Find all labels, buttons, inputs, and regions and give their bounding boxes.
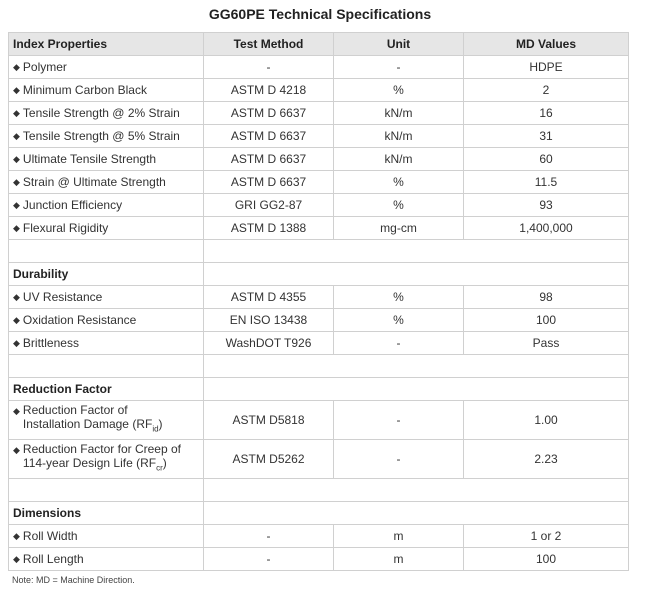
property-cell (9, 56, 204, 79)
unit-cell: % (334, 286, 464, 309)
property-cell (9, 102, 204, 125)
value-cell: 1.00 (464, 401, 629, 440)
property-cell (9, 148, 204, 171)
property-label: Junction Efficiency (22, 198, 123, 212)
bullet-icon: ◆ (13, 531, 20, 541)
unit-cell: - (334, 332, 464, 355)
bullet-icon: ◆ (13, 554, 20, 564)
method-cell: ASTM D 4355 (204, 286, 334, 309)
section-heading-durability: Durability (9, 263, 204, 286)
unit-cell: % (334, 309, 464, 332)
property-label: Roll Width (22, 529, 78, 543)
value-cell: 1 or 2 (464, 525, 629, 548)
table-header-row (9, 33, 629, 56)
table-row (9, 102, 629, 125)
property-label: Tensile Strength @ 5% Strain (22, 129, 180, 143)
value-cell: 100 (464, 309, 629, 332)
unit-cell: kN/m (334, 148, 464, 171)
property-cell (9, 401, 204, 440)
unit-cell: kN/m (334, 102, 464, 125)
method-cell: - (204, 548, 334, 571)
bullet-icon: ◆ (13, 85, 20, 95)
value-cell: 16 (464, 102, 629, 125)
method-cell: ASTM D5818 (204, 401, 334, 440)
method-cell: - (204, 56, 334, 79)
property-label: Brittleness (22, 336, 79, 350)
section-heading-row (9, 378, 629, 401)
bullet-icon: ◆ (13, 108, 20, 118)
table-row (9, 148, 629, 171)
method-cell: EN ISO 13438 (204, 309, 334, 332)
property-label: Polymer (22, 60, 67, 74)
table-row (9, 125, 629, 148)
property-label: UV Resistance (22, 290, 103, 304)
spacer-row (9, 240, 629, 263)
table-row (9, 440, 629, 479)
method-cell: ASTM D 6637 (204, 125, 334, 148)
bullet-icon: ◆ (13, 406, 20, 417)
value-cell: 93 (464, 194, 629, 217)
value-cell: 60 (464, 148, 629, 171)
table-row (9, 548, 629, 571)
method-cell: ASTM D 1388 (204, 217, 334, 240)
table-row (9, 401, 629, 440)
property-cell (9, 525, 204, 548)
method-cell: GRI GG2-87 (204, 194, 334, 217)
bullet-icon: ◆ (13, 338, 20, 348)
table-row (9, 309, 629, 332)
property-label: Flexural Rigidity (22, 221, 109, 235)
property-cell (9, 332, 204, 355)
unit-cell: - (334, 440, 464, 479)
method-cell: ASTM D 6637 (204, 171, 334, 194)
header-index-properties: Index Properties (9, 33, 204, 56)
unit-cell: m (334, 525, 464, 548)
bullet-icon: ◆ (13, 445, 20, 456)
property-label: Roll Length (22, 552, 84, 566)
property-cell (9, 217, 204, 240)
section-heading-dimensions: Dimensions (9, 502, 204, 525)
bullet-icon: ◆ (13, 131, 20, 141)
method-cell: ASTM D5262 (204, 440, 334, 479)
property-cell (9, 171, 204, 194)
spacer-row (9, 355, 629, 378)
spacer-row (9, 479, 629, 502)
value-cell: 31 (464, 125, 629, 148)
property-cell (9, 440, 204, 479)
unit-cell: kN/m (334, 125, 464, 148)
property-cell (9, 286, 204, 309)
method-cell: - (204, 525, 334, 548)
table-row (9, 79, 629, 102)
bullet-icon: ◆ (13, 223, 20, 233)
property-label: Ultimate Tensile Strength (22, 152, 157, 166)
header-test-method: Test Method (204, 33, 334, 56)
header-md-values: MD Values (464, 33, 629, 56)
value-cell: 11.5 (464, 171, 629, 194)
page-title: GG60PE Technical Specifications (208, 6, 432, 22)
table-row (9, 332, 629, 355)
table-row (9, 217, 629, 240)
property-label: Strain @ Ultimate Strength (22, 175, 166, 189)
property-label: Reduction Factor of Installation Damage $(RF_{id})$ (22, 403, 163, 434)
method-cell: ASTM D 6637 (204, 102, 334, 125)
property-cell (9, 548, 204, 571)
table-row (9, 56, 629, 79)
property-cell (9, 125, 204, 148)
value-cell: HDPE (464, 56, 629, 79)
method-cell: WashDOT T926 (204, 332, 334, 355)
property-cell (9, 309, 204, 332)
bullet-icon: ◆ (13, 154, 20, 164)
table-row (9, 525, 629, 548)
specifications-table (8, 32, 629, 571)
section-heading-row (9, 263, 629, 286)
value-cell: 2 (464, 79, 629, 102)
value-cell: 1,400,000 (464, 217, 629, 240)
value-cell: 98 (464, 286, 629, 309)
property-cell (9, 194, 204, 217)
method-cell: ASTM D 6637 (204, 148, 334, 171)
bullet-icon: ◆ (13, 177, 20, 187)
unit-cell: % (334, 194, 464, 217)
value-cell: Pass (464, 332, 629, 355)
unit-cell: - (334, 56, 464, 79)
unit-cell: mg-cm (334, 217, 464, 240)
value-cell: 100 (464, 548, 629, 571)
table-row (9, 194, 629, 217)
method-cell: ASTM D 4218 (204, 79, 334, 102)
bullet-icon: ◆ (13, 200, 20, 210)
property-label: Tensile Strength @ 2% Strain (22, 106, 180, 120)
bullet-icon: ◆ (13, 315, 20, 325)
bullet-icon: ◆ (13, 292, 20, 302)
footnote: Note: MD = Machine Direction. (12, 575, 135, 585)
bullet-icon: ◆ (13, 62, 20, 72)
property-label: Reduction Factor for Creep of 114-year Design Life $(RF_{cr})$ (22, 442, 181, 473)
unit-cell: - (334, 401, 464, 440)
section-heading-reduction-factor: Reduction Factor (9, 378, 204, 401)
unit-cell: m (334, 548, 464, 571)
section-heading-row (9, 502, 629, 525)
value-cell: 2.23 (464, 440, 629, 479)
unit-cell: % (334, 79, 464, 102)
property-cell (9, 79, 204, 102)
property-label: Oxidation Resistance (22, 313, 137, 327)
header-unit: Unit (334, 33, 464, 56)
unit-cell: % (334, 171, 464, 194)
property-label: Minimum Carbon Black (22, 83, 147, 97)
table-row (9, 286, 629, 309)
table-body (9, 56, 629, 571)
table-row (9, 171, 629, 194)
